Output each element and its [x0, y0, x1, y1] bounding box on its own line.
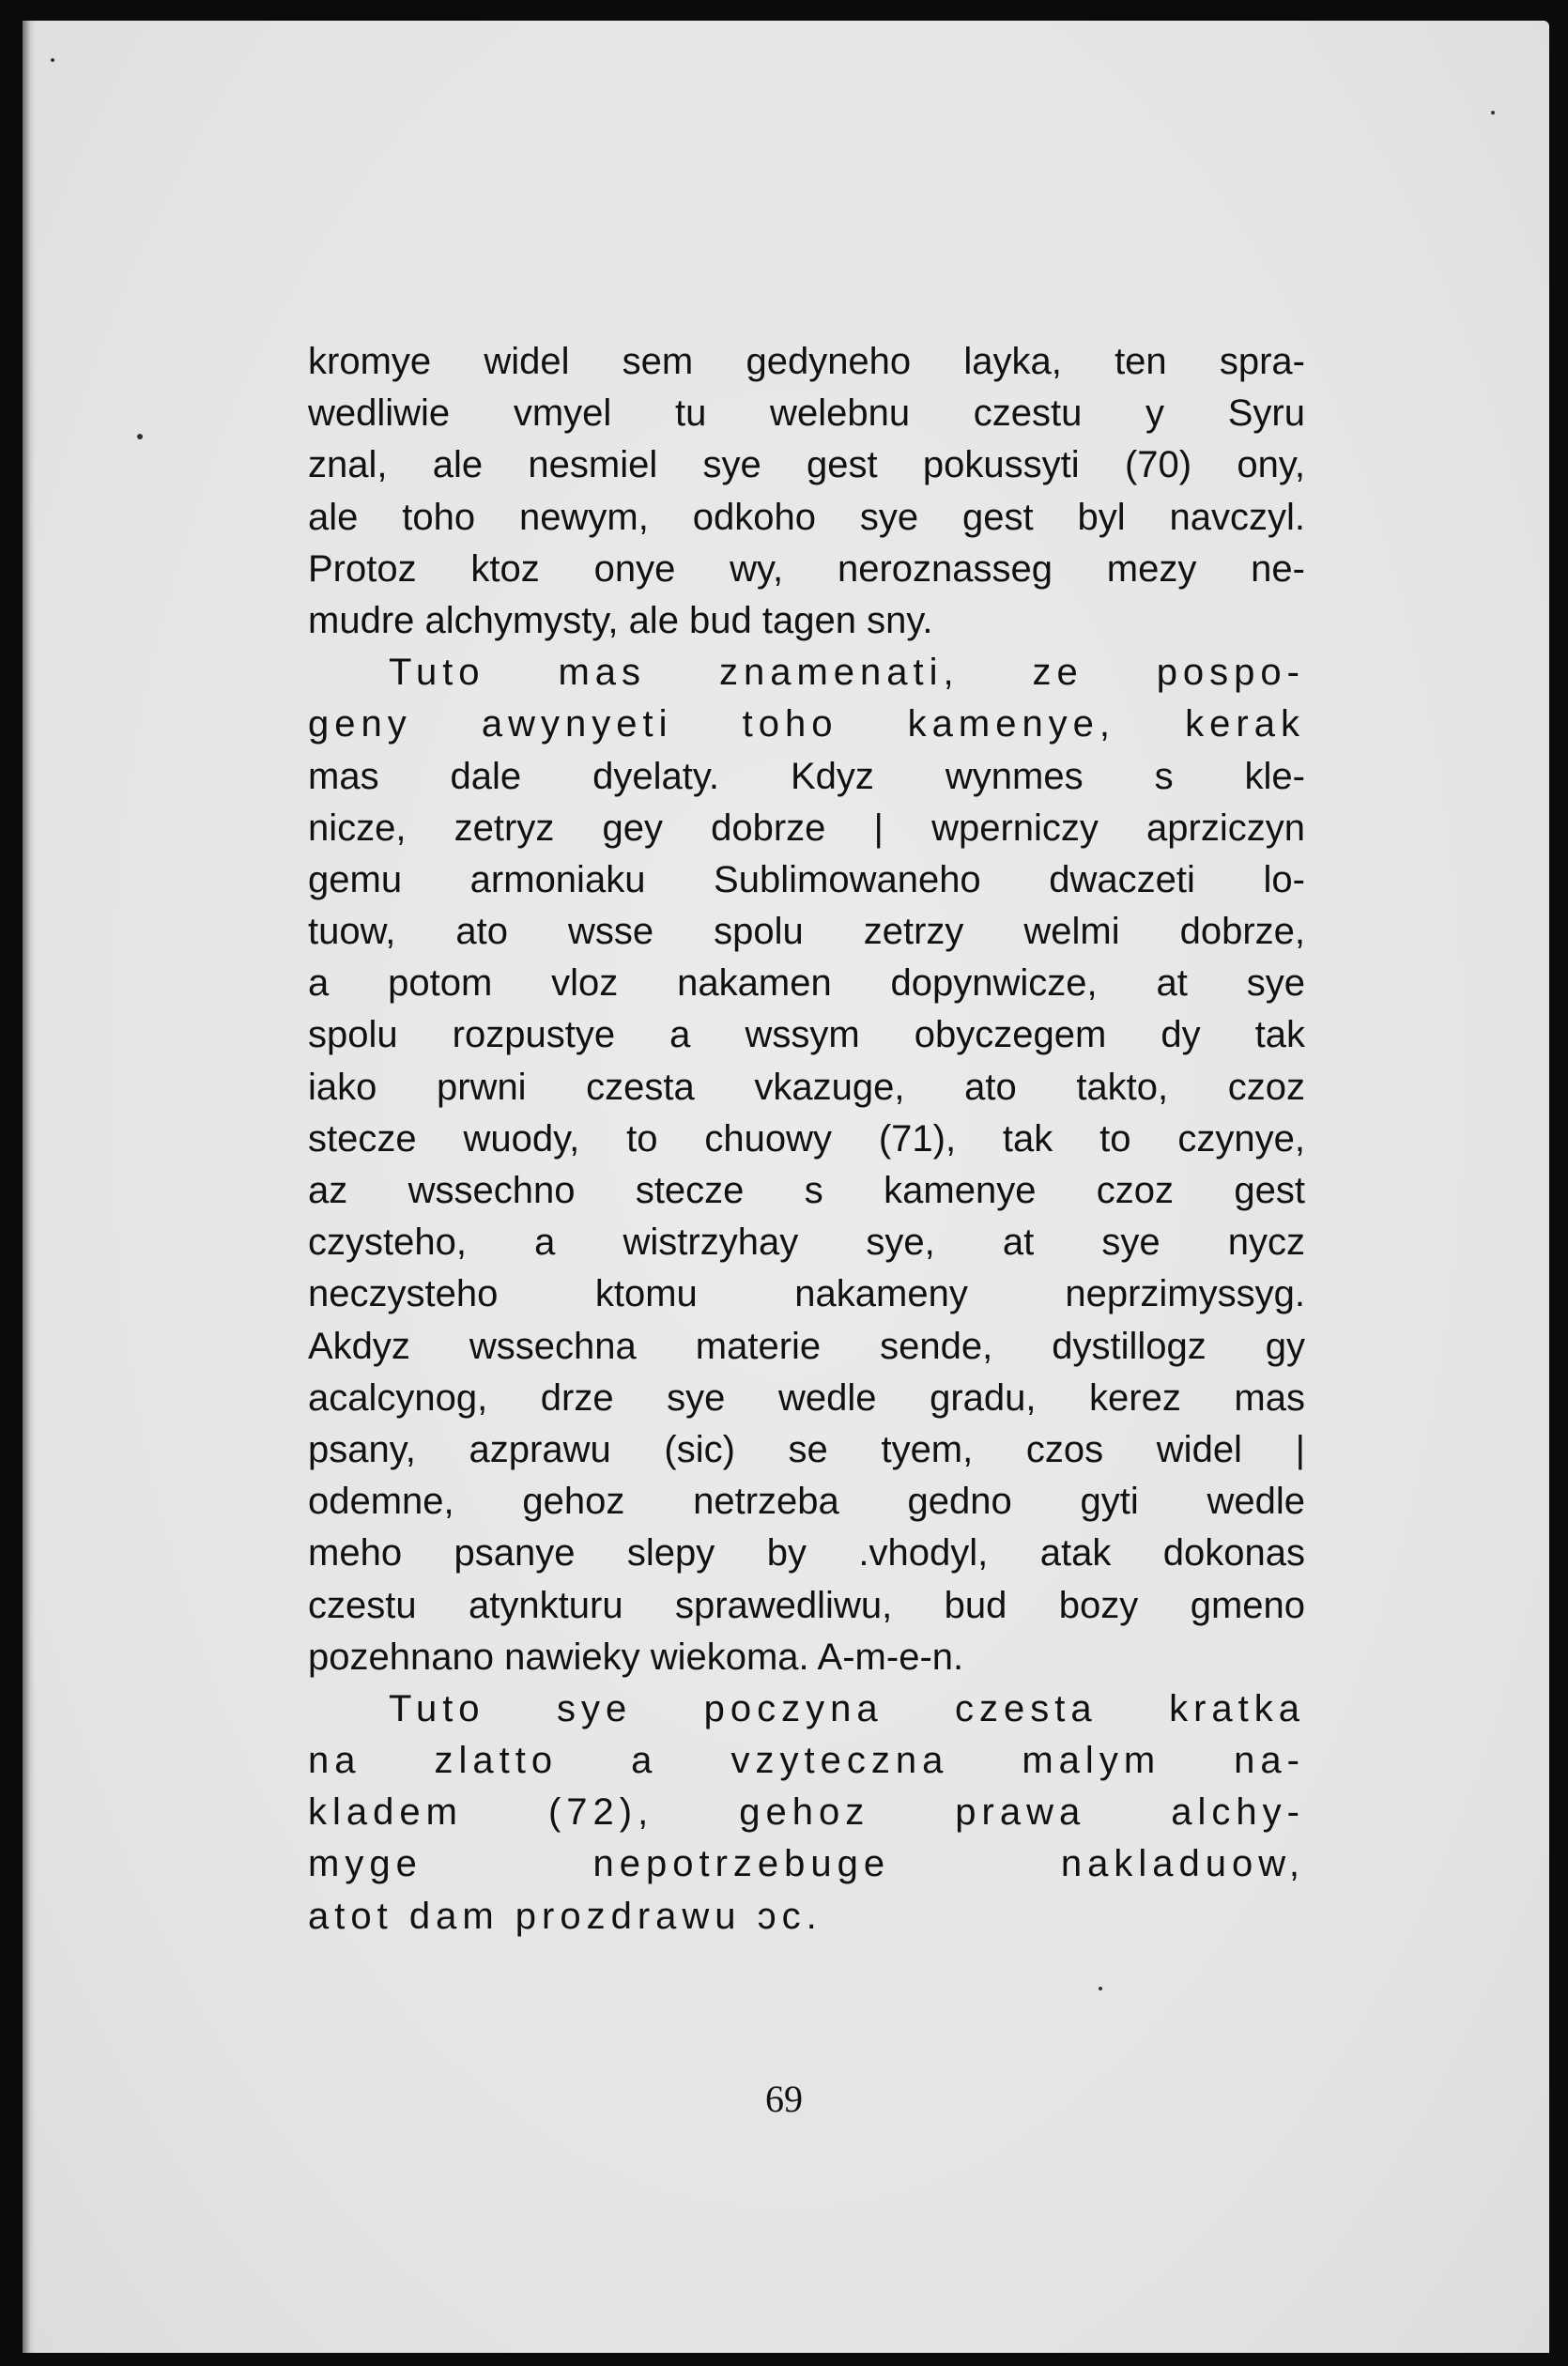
- text-line: geny awynyeti toho kamenye, kerak: [308, 703, 1305, 745]
- ink-speck: [1491, 111, 1495, 115]
- page-gutter: [23, 21, 36, 2353]
- text-line: atot dam prozdrawu ɔc.: [308, 1895, 822, 1937]
- text-line: mas dale dyelaty. Kdyz wynmes s kle-: [308, 755, 1305, 797]
- text-line: ale toho newym, odkoho sye gest byl navczyl.: [308, 496, 1305, 538]
- text-line: a potom vloz nakamen dopynwicze, at sye: [308, 962, 1305, 1005]
- text-line: iako prwni czesta vkazuge, ato takto, czoz: [308, 1066, 1305, 1108]
- text-line: kladem (72), gehoz prawa alchy-: [308, 1791, 1305, 1834]
- text-line: mudre alchymysty, ale bud tagen sny.: [308, 599, 933, 641]
- text-line: gemu armoniaku Sublimowaneho dwaczeti lo-: [308, 858, 1305, 900]
- text-line: myge nepotrzebuge nakladuow,: [308, 1843, 1305, 1885]
- page-number: 69: [765, 2078, 803, 2120]
- text-line: pozehnano nawieky wiekoma. A-m-e-n.: [308, 1636, 964, 1678]
- text-line: wedliwie vmyel tu welebnu czestu y Syru: [308, 392, 1305, 435]
- ink-speck: [1099, 1987, 1102, 1990]
- text-line: na zlatto a vzyteczna malym na-: [308, 1740, 1305, 1782]
- text-line: Protoz ktoz onye wy, neroznasseg mezy ne-: [308, 547, 1305, 590]
- text-line: czestu atynkturu sprawedliwu, bud bozy gmeno: [308, 1584, 1305, 1626]
- text-line: Akdyz wssechna materie sende, dystillogz gy: [308, 1325, 1305, 1367]
- text-line: odemne, gehoz netrzeba gedno gyti wedle: [308, 1481, 1305, 1523]
- text-line: meho psanye slepy by .vhodyl, atak dokonas: [308, 1532, 1305, 1575]
- text-line: kromye widel sem gedyneho layka, ten spra-: [308, 341, 1305, 382]
- ink-speck: [137, 434, 143, 439]
- text-line: az wssechno stecze s kamenye czoz gest: [308, 1170, 1305, 1211]
- text-line: stecze wuody, to chuowy (71), tak to czynye,: [308, 1117, 1305, 1160]
- text-line: spolu rozpustye a wssym obyczegem dy tak: [308, 1014, 1305, 1056]
- text-line: tuow, ato wsse spolu zetrzy welmi dobrze,: [308, 911, 1305, 953]
- text-line: Tuto sye poczyna czesta kratka: [389, 1687, 1305, 1729]
- text-line: acalcynog, drze sye wedle gradu, kerez mas: [308, 1376, 1305, 1419]
- text-line: czysteho, a wistrzyhay sye, at sye nycz: [308, 1221, 1305, 1264]
- body-text: [308, 336, 1305, 1943]
- text-line: neczysteho ktomu nakameny neprzimyssyg.: [308, 1273, 1305, 1315]
- text-line: Tuto mas znamenati, ze pospo-: [389, 652, 1305, 694]
- text-line: nicze, zetryz gey dobrze | wperniczy aprziczyn: [308, 807, 1305, 849]
- ink-speck: [51, 58, 54, 62]
- text-line: znal, ale nesmiel sye gest pokussyti (70) ony,: [308, 444, 1305, 486]
- text-line: psany, azprawu (sic) se tyem, czos widel |: [308, 1428, 1305, 1470]
